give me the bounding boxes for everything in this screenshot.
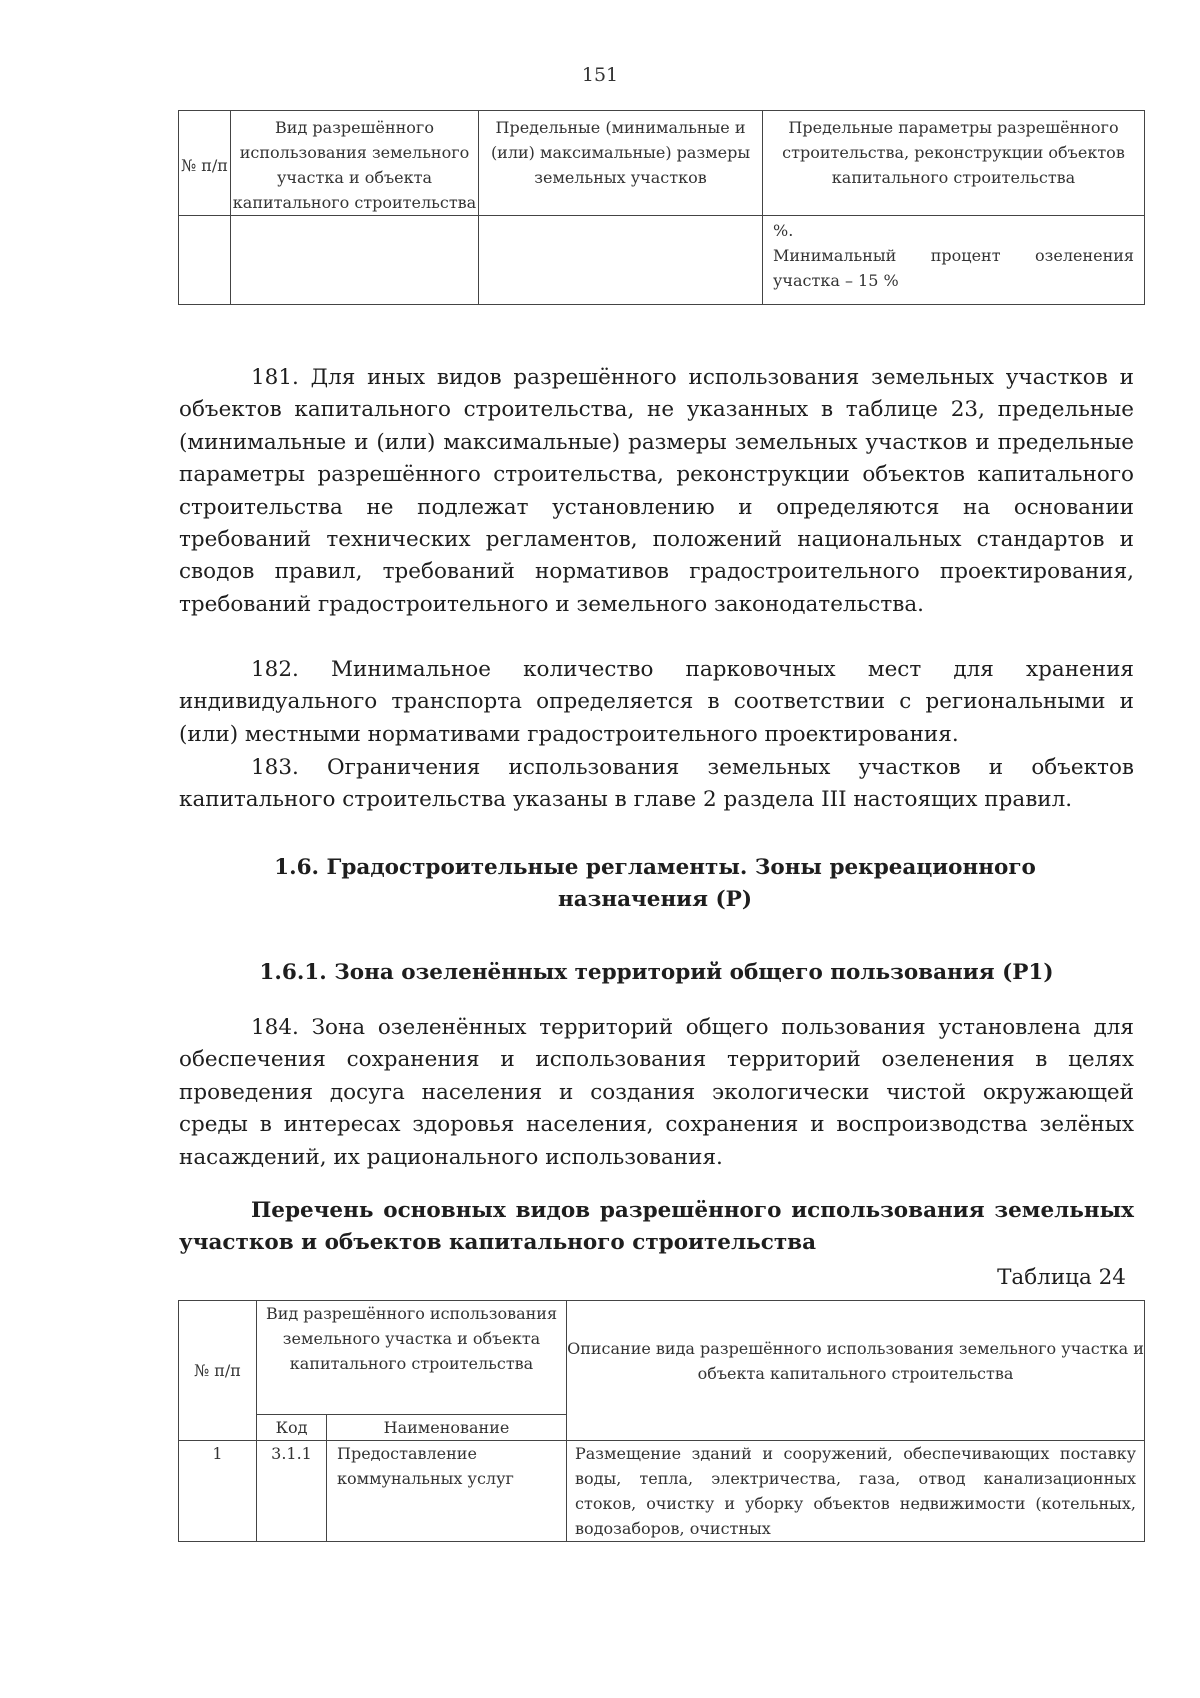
header-description: Описание вида разрешённого использования земельного участка и объекта капитального строительства xyxy=(567,1301,1145,1441)
header-num: № п/п xyxy=(179,111,231,216)
table-row xyxy=(179,216,1145,305)
params-line-2: Минимальный процент озеленения участка – 15 % xyxy=(773,246,1134,290)
cell-description: Размещение зданий и сооружений, обеспечивающих поставку воды, тепла, электричества, газа, отвод канализационных стоков, очистку и уборку объектов недвижимости (котельных, водозаборов, очистных xyxy=(567,1441,1145,1542)
cell-construction-params xyxy=(763,216,1145,305)
page-number: 151 xyxy=(581,64,619,86)
table-header-row xyxy=(179,111,1145,216)
paragraph-182: 182. Минимальное количество парковочных мест для хранения индивидуального транспорта определяется в соответствии с региональными и (или) местными нормативами градостроительного проектирования. xyxy=(179,657,1134,747)
cell-permitted-use xyxy=(231,216,479,305)
cell-num: 1 xyxy=(179,1441,257,1542)
header-construction-params: Предельные параметры разрешённого строительства, реконструкции объектов капитального строительства xyxy=(763,111,1145,216)
section-heading-1-6: 1.6. Градостроительные регламенты. Зоны рекреационного назначения (Р) xyxy=(274,855,1036,912)
paragraph-181: 181. Для иных видов разрешённого использования земельных участков и объектов капитального строительства, не указанных в таблице 23, предельные (минимальные и (или) максимальные) размеры земельных участков и предельные параметры разрешённого строительства, реконструкции объектов капитального строительства не подлежат установлению и определяются на основании требований технических регламентов, положений национальных стандартов и сводов правил, требований нормативов градостроительного проектирования, требований градостроительного и земельного законодательства. xyxy=(179,365,1134,617)
cell-name: Предоставление коммунальных услуг xyxy=(327,1441,567,1542)
header-code: Код xyxy=(257,1415,327,1441)
header-num: № п/п xyxy=(179,1301,257,1441)
header-plot-sizes: Предельные (минимальные и (или) максимальные) размеры земельных участков xyxy=(479,111,763,216)
cell-num xyxy=(179,216,231,305)
paragraph-183: 183. Ограничения использования земельных участков и объектов капитального строительства указаны в главе 2 раздела III настоящих правил. xyxy=(179,755,1134,813)
cell-plot-sizes xyxy=(479,216,763,305)
header-name: Наименование xyxy=(327,1415,567,1441)
params-line-1: %. xyxy=(773,221,794,240)
list-heading: Перечень основных видов разрешённого использования земельных участков и объектов капитального строительства xyxy=(179,1198,1134,1255)
header-permitted-use: Вид разрешённого использования земельного участка и объекта капитального строительства xyxy=(231,111,479,216)
section-heading-1-6-1: 1.6.1. Зона озеленённых территорий общего пользования (Р1) xyxy=(259,960,1054,985)
table-header-row xyxy=(179,1301,1145,1415)
header-permitted-use-group: Вид разрешённого использования земельного участка и объекта капитального строительства xyxy=(257,1301,567,1415)
table-row xyxy=(179,1441,1145,1542)
table-24 xyxy=(178,1300,1145,1542)
parameters-table-continued xyxy=(178,110,1145,305)
table-caption: Таблица 24 xyxy=(997,1265,1126,1290)
cell-code: 3.1.1 xyxy=(257,1441,327,1542)
paragraph-184: 184. Зона озеленённых территорий общего пользования установлена для обеспечения сохранения и использования территорий озеленения в целях проведения досуга населения и создания экологически чистой окружающей среды в интересах здоровья населения, сохранения и воспроизводства зелёных насаждений, их рационального использования. xyxy=(179,1015,1134,1170)
